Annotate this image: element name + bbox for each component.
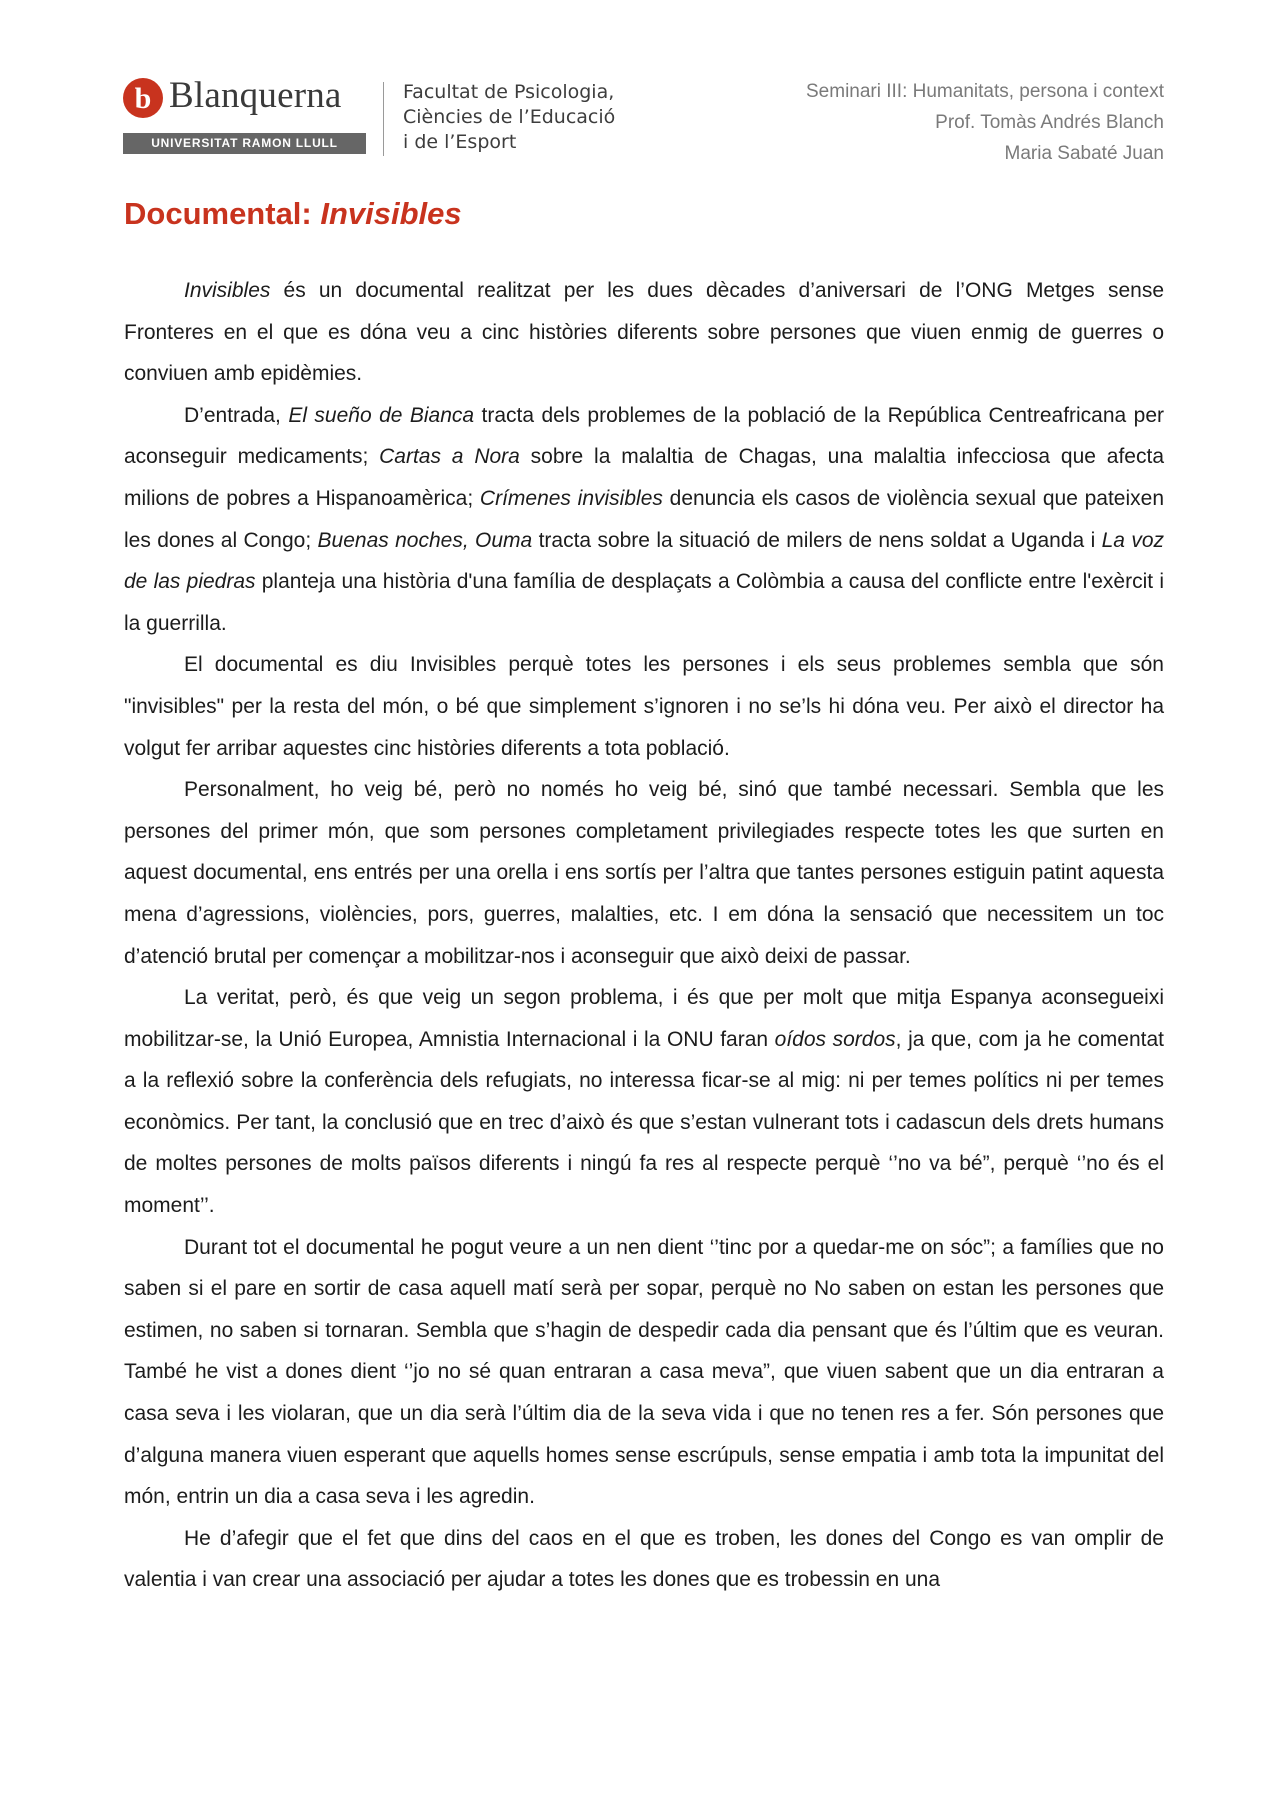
paragraph-text: Durant tot el documental he pogut veure a un nen dient ‘’tinc por a quedar-me on sóc”; a famílies que no saben si el pare en sortir de casa aquell matí serà per sopar, perquè no No saben on estan les persones que estimen, no saben si tornaran. Sembla que s’hagin de despedir cada dia pensant que és l’últim que es veuran. També he vist a dones dient ‘’jo no sé quan entraran a casa meva”, que viuen sabent que un dia entraran a casa seva i les violaran, que un dia serà l’últim dia de la seva vida i que no tenen res a fer. Són persones que d’alguna manera viuen esperant que aquells homes sense escrúpuls, sense empatia i amb tota la impunitat del món, entrin un dia a casa seva i les agredin. xyxy=(124,1235,1164,1509)
blanquerna-mark-icon xyxy=(123,78,163,118)
paragraph xyxy=(124,977,1164,1227)
paragraph xyxy=(124,1227,1164,1518)
paragraph-text: D’entrada, xyxy=(184,403,289,427)
author-name: Maria Sabaté Juan xyxy=(1004,143,1164,164)
story-title: Crímenes invisibles xyxy=(479,486,663,510)
paragraph-text: , ja que, com ja he comentat a la reflexió sobre la conferència dels refugiats, no interessa ficar-se al mig: ni per temes polítics ni per temes econòmics. Per tant, la conclusió que en trec d’això és que s’estan vulnerant tots i cadascun dels drets humans de moltes persones de molts països diferents i ningú fa res al respecte perquè ‘’no va bé”, perquè ‘’no és el moment’’. xyxy=(124,1027,1165,1218)
title-emphasis: Invisibles xyxy=(320,196,462,231)
story-title: El sueño de Bianca xyxy=(288,403,475,427)
story-title: Buenas noches, Ouma xyxy=(317,528,533,552)
university-bar: UNIVERSITAT RAMON LLULL xyxy=(123,133,366,154)
paragraph-text: tracta sobre la situació de milers de nens soldat a Uganda i xyxy=(532,528,1102,552)
faculty-name xyxy=(403,80,615,155)
paragraph-text: planteja una història d'una família de desplaçats a Colòmbia a causa del conflicte entre l'exèrcit i la guerrilla. xyxy=(124,570,1164,635)
paragraph-text: El documental es diu Invisibles perquè totes les persones i els seus problemes sembla que són "invisibles" per la resta del món, o bé que simplement s’ignoren i no se’ls hi dóna veu. Per això el director ha volgut fer arribar aquestes cinc històries diferents a tota població. xyxy=(124,653,1164,760)
page-header xyxy=(0,0,1280,170)
header-divider xyxy=(383,82,384,156)
logo-mark-letter: b xyxy=(134,82,152,115)
paragraph-text: He d’afegir que el fet que dins del caos en el que es troben, les dones del Congo es van omplir de valentia i van crear una associació per ajudar a totes les dones que es trobessin en una xyxy=(124,1526,1164,1592)
paragraph xyxy=(124,644,1164,769)
paragraph-text: és un documental realitzat per les dues dècades d’aniversari de l’ONG Metges sense Fronteres en el que es dóna veu a cinc històries diferents sobre persones que viuen enmig de guerres o conviuen amb epidèmies. xyxy=(124,279,1164,386)
logo-wordmark: Blanquerna xyxy=(169,75,342,116)
documentary-title: Invisibles xyxy=(184,279,271,302)
document-body xyxy=(124,270,1164,1601)
course-name: Seminari III: Humanitats, persona i context xyxy=(806,81,1164,102)
title-prefix: Documental: xyxy=(124,196,321,231)
faculty-line: Ciències de l’Educació xyxy=(403,106,616,128)
document-meta xyxy=(806,76,1164,169)
page-title xyxy=(124,196,462,232)
paragraph-text: tracta dels problemes de la població de la República Centreafricana per aconseguir medicaments; xyxy=(124,403,1164,469)
paragraph-text: denuncia els casos de violència sexual que pateixen les dones al Congo; xyxy=(124,486,1165,552)
paragraph xyxy=(124,1518,1164,1601)
paragraph-text: La veritat, però, és que veig un segon problema, i és que per molt que mitja Espanya aconsegueixi mobilitzar-se, la Unió Europea, Amnistia Internacional i la ONU faran xyxy=(124,986,1164,1051)
paragraph-text: Personalment, ho veig bé, però no només ho veig bé, sinó que també necessari. Sembla que les persones del primer món, que som persones completament privilegiades respecte totes les que surten en aquest documental, ens entrés per una orella i ens sortís per l’altra que tantes persones estiguin patint aquesta mena d’agressions, violències, pors, guerres, malalties, etc. I em dóna la sensació que necessitem un toc d’atenció brutal per començar a mobilitzar-nos i aconseguir que això deixi de passar. xyxy=(124,778,1164,968)
blanquerna-logo xyxy=(123,75,366,154)
faculty-line: i de l’Esport xyxy=(403,131,517,153)
faculty-line: Facultat de Psicologia, xyxy=(403,81,615,103)
paragraph xyxy=(124,270,1164,395)
paragraph xyxy=(124,769,1164,977)
story-title: Cartas a Nora xyxy=(379,445,520,469)
paragraph xyxy=(124,395,1164,645)
professor-name: Prof. Tomàs Andrés Blanch xyxy=(935,112,1164,133)
paragraph-text: sobre la malaltia de Chagas, una malaltia infecciosa que afecta milions de pobres a Hispanoamèrica; xyxy=(124,445,1165,510)
emphasis-text: oídos sordos xyxy=(774,1027,896,1051)
story-title: La voz de las piedras xyxy=(124,528,1164,594)
